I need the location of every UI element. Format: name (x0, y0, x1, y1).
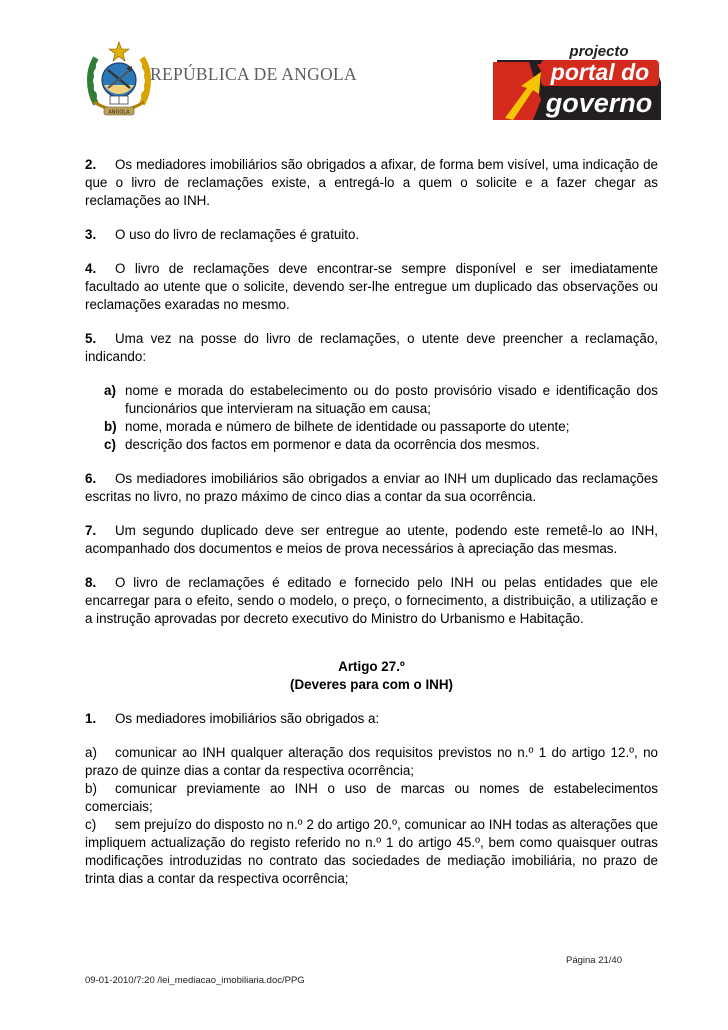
document-body (85, 156, 658, 888)
paragraph-text: O livro de reclamações é editado e fornecido pelo INH ou pelas entidades que ele encarregar para o efeito, sendo o modelo, o preço, o fornecimento, a distribuição, a utilização e a instrução aprovadas por decreto executivo do Ministro do Urbanismo e Habitação. (85, 575, 658, 626)
article-item-c (85, 816, 658, 888)
list-item-text: comunicar previamente ao INH o uso de marcas ou nomes de estabelecimentos comerciais; (85, 781, 658, 814)
reclamation-list (99, 382, 658, 454)
list-item-text: nome, morada e número de bilhete de identidade ou passaporte do utente; (125, 419, 570, 434)
logo-text-projecto: projecto (569, 43, 629, 60)
paragraph-number: 2. (85, 157, 97, 172)
republic-title: REPÚBLICA DE ANGOLA (150, 64, 357, 84)
paragraph-text: O livro de reclamações deve encontrar-se sempre disponível e ser imediatamente facultado ao utente que o solicite, devendo ser-lhe entregue um duplicado das observações ou reclamações exaradas no mesmo. (85, 261, 658, 312)
paragraph-number: 6. (85, 471, 97, 486)
list-item (99, 382, 658, 418)
crest-ribbon-text: ANGOLA (108, 109, 130, 116)
paragraph-6 (85, 470, 658, 506)
paragraph-text: Os mediadores imobiliários são obrigados a: (115, 711, 380, 726)
paragraph-number: 4. (85, 261, 97, 276)
article-title: Artigo 27.º (338, 659, 405, 674)
paragraph-text: Os mediadores imobiliários são obrigados a afixar, de forma bem visível, uma indicação de que o livro de reclamações existe, a entregá-lo a quem o solicite e a fazer chegar as reclamações ao INH. (85, 157, 658, 208)
list-item-text: sem prejuízo do disposto no n.º 2 do artigo 20.º, comunicar ao INH todas as alterações que impliquem actualização do registo referido no n.º 1 do artigo 45.º, bem como quaisquer outras modificações introduzidas no contrato das sociedades de mediação imobiliária, no prazo de trinta dias a contar da respectiva ocorrência; (85, 817, 658, 886)
paragraph-5 (85, 330, 658, 366)
article-item-b (85, 780, 658, 816)
paragraph-number: 5. (85, 331, 97, 346)
list-item-text: descrição dos factos em pormenor e data da ocorrência dos mesmos. (125, 437, 540, 452)
list-item-label: a) (104, 383, 116, 398)
portal-do-governo-logo (485, 42, 665, 124)
list-item-label: c) (104, 437, 116, 452)
paragraph-text: O uso do livro de reclamações é gratuito. (115, 227, 360, 242)
paragraph-number: 7. (85, 523, 97, 538)
paragraph-text: Os mediadores imobiliários são obrigados a enviar ao INH um duplicado das reclamações escritas no livro, no prazo máximo de cinco dias a contar da sua ocorrência. (85, 471, 658, 504)
logo-text-portal-do: portal do (550, 59, 650, 85)
paragraph-8 (85, 574, 658, 628)
paragraph-3 (85, 226, 658, 244)
article-subtitle: (Deveres para com o INH) (290, 677, 453, 692)
list-item-label: c) (85, 817, 97, 832)
paragraph-number: 1. (85, 711, 97, 726)
list-item-text: nome e morada do estabelecimento ou do posto provisório visado e identificação dos funcionários que intervieram na situação em causa; (125, 383, 658, 416)
paragraph-4 (85, 260, 658, 314)
paragraph-text: Uma vez na posse do livro de reclamações, o utente deve preencher a reclamação, indicando: (85, 331, 658, 364)
paragraph-number: 3. (85, 227, 97, 242)
list-item-label: b) (85, 781, 97, 796)
article-paragraph-1 (85, 710, 658, 728)
footer-file-info: 09-01-2010/7:20 /lei_mediacao_imobiliaria.doc/PPG (85, 975, 305, 986)
list-item-label: b) (104, 419, 117, 434)
page-header (0, 0, 728, 130)
list-item (99, 436, 658, 454)
article-item-a (85, 744, 658, 780)
list-item-label: a) (85, 745, 97, 760)
paragraph-7 (85, 522, 658, 558)
page-number: Página 21/40 (566, 955, 622, 966)
list-item-text: comunicar ao INH qualquer alteração dos requisitos previstos no n.º 1 do artigo 12.º, no prazo de quinze dias a contar da respectiva ocorrência; (85, 745, 658, 778)
paragraph-text: Um segundo duplicado deve ser entregue ao utente, podendo este remetê-lo ao INH, acompanhado dos documentos e meios de prova necessários à apreciação das mesmas. (85, 523, 658, 556)
list-item (99, 418, 658, 436)
paragraph-number: 8. (85, 575, 97, 590)
paragraph-2 (85, 156, 658, 210)
logo-text-governo: governo (545, 88, 653, 118)
angola-coat-of-arms-icon (86, 40, 152, 118)
